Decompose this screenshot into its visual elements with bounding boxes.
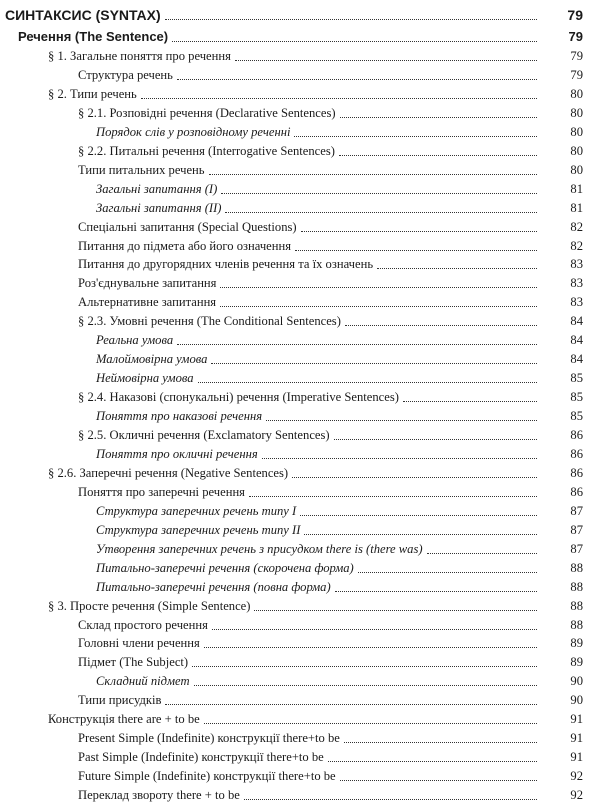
toc-entry-title: Конструкція there are + to be	[48, 712, 200, 727]
toc-entry-page: 87	[570, 541, 583, 556]
toc-leader-dots	[254, 593, 537, 611]
toc-leader-dots	[344, 725, 537, 743]
toc-leader-dots	[340, 763, 537, 781]
toc-entry-page: 81	[570, 200, 583, 215]
toc-leader-dots	[211, 346, 537, 364]
toc-entry-page: 83	[570, 276, 583, 291]
toc-entry-title: Неймовірна умова	[96, 371, 194, 386]
toc-entry-title: Переклад звороту there + to be	[78, 788, 240, 803]
toc-entry-page: 79	[570, 67, 583, 82]
toc-entry-page: 90	[570, 693, 583, 708]
toc-entry-title: Підмет (The Subject)	[78, 655, 189, 670]
toc-entry-title: Альтернативне запитання	[78, 295, 217, 310]
toc-entry-title: Типи питальних речень	[78, 162, 205, 177]
toc-entry-title: § 2.1. Розповідні речення (Declarative Sentences)	[78, 105, 336, 120]
toc-leader-dots	[177, 62, 537, 80]
toc-leader-dots	[165, 2, 537, 20]
toc-leader-dots	[301, 214, 537, 232]
toc-entry-title: Структура заперечних речень типу I	[96, 503, 297, 518]
toc-leader-dots	[177, 327, 537, 345]
toc-entry-page: 88	[570, 579, 583, 594]
toc-leader-dots	[292, 460, 537, 478]
toc-leader-dots	[377, 251, 537, 269]
toc-entry-title: Загальні запитання (II)	[96, 200, 222, 215]
toc-entry-page: 80	[570, 105, 583, 120]
toc-entry-title: Поняття про окличні речення	[96, 446, 258, 461]
toc-entry-title: § 2.6. Заперечні речення (Negative Sentences)	[48, 465, 289, 480]
toc-leader-dots	[194, 668, 537, 686]
toc-leader-dots	[198, 365, 537, 383]
toc-entry-page: 79	[570, 49, 583, 63]
toc-entry-page: 81	[570, 181, 583, 196]
toc-leader-dots	[294, 119, 537, 137]
toc-entry-title: Типи присудків	[78, 693, 162, 708]
toc-entry-page: 80	[570, 143, 583, 158]
toc-entry-title: Спеціальні запитання (Special Questions)	[78, 219, 297, 234]
toc-entry-title: Питання до другорядних членів речення та їх означень	[78, 257, 374, 272]
toc-leader-dots	[192, 649, 537, 667]
toc-leader-dots	[358, 555, 537, 573]
toc-entry-title: Past Simple (Indefinite) конструкції there+to be	[78, 750, 324, 765]
toc-entry-page: 82	[570, 238, 583, 253]
toc-entry-title: Поняття про наказові речення	[96, 409, 263, 424]
toc-leader-dots	[335, 574, 537, 592]
toc-leader-dots	[220, 289, 537, 307]
toc-entry-title: Питально-заперечні речення (скорочена форма)	[96, 560, 354, 575]
toc-entry-title: § 2. Типи речень	[48, 86, 137, 101]
toc-entry-page: 86	[570, 428, 583, 442]
toc-leader-dots	[221, 176, 537, 194]
toc-leader-dots	[209, 157, 537, 175]
toc-entry-page: 90	[570, 674, 583, 689]
toc-entry-page: 89	[570, 636, 583, 651]
toc-entry-page: 83	[570, 257, 583, 272]
toc-entry-page: 85	[570, 409, 583, 424]
toc-leader-dots	[345, 308, 537, 326]
toc-entry-title: Порядок слів у розповідному реченні	[96, 124, 291, 139]
toc-entry-title: Поняття про заперечні речення	[78, 484, 245, 499]
toc-entry-title: Структура заперечних речень типу II	[96, 522, 301, 537]
toc-entry-page: 91	[570, 731, 583, 746]
toc-leader-dots	[165, 687, 537, 705]
toc-entry-page: 80	[570, 162, 583, 177]
toc-leader-dots	[235, 43, 537, 61]
toc-leader-dots	[403, 384, 537, 402]
toc-entry-page: 80	[570, 124, 583, 139]
toc-entry-page: 86	[570, 465, 583, 480]
toc-entry-page: 86	[570, 446, 583, 461]
toc-leader-dots	[212, 612, 537, 630]
toc-entry-title: § 2.5. Окличні речення (Exclamatory Sentences)	[78, 428, 330, 442]
toc-entry-title: § 2.4. Наказові (спонукальні) речення (Imperative Sentences)	[78, 390, 399, 405]
toc-entry-page: 83	[570, 295, 583, 310]
toc-entry-page: 88	[570, 560, 583, 575]
toc-entry-title: Головні члени речення	[78, 636, 200, 651]
toc-entry-page: 86	[570, 484, 583, 499]
toc-entry-page: 88	[570, 617, 583, 632]
toc-entry-title: § 2.2. Питальні речення (Interrogative Sentences)	[78, 143, 335, 158]
toc-entry-title: Структура речень	[78, 67, 173, 82]
toc-entry-title: § 1. Загальне поняття про речення	[48, 49, 231, 63]
toc-entry-page: 80	[570, 86, 583, 101]
toc-leader-dots	[266, 403, 537, 421]
toc-entry-page: 85	[570, 390, 583, 405]
toc-entry-title: Утворення заперечних речень з присудком there is (there was)	[96, 541, 423, 556]
toc-leader-dots	[339, 138, 537, 156]
toc-leader-dots	[334, 422, 537, 440]
toc-entry-page: 91	[570, 750, 583, 765]
toc-entry-page: 84	[570, 333, 583, 348]
toc-entry-page: 87	[570, 503, 583, 518]
toc-entry[interactable]	[0, 6, 600, 24]
toc-leader-dots	[225, 195, 537, 213]
toc-leader-dots	[262, 441, 537, 459]
toc-leader-dots	[249, 479, 537, 497]
toc-leader-dots	[427, 536, 537, 554]
toc-entry-title: Питання до підмета або його означення	[78, 238, 292, 253]
toc-entry-title: Складний підмет	[96, 674, 190, 689]
toc-leader-dots	[204, 630, 537, 648]
toc-leader-dots	[295, 233, 537, 251]
toc-leader-dots	[304, 517, 537, 535]
toc-entry-title: Малоймовірна умова	[96, 352, 208, 367]
toc-entry-title: Роз'єднувальне запитання	[78, 276, 217, 291]
toc-entry-page: 92	[570, 788, 583, 803]
toc-entry-page: 79	[567, 7, 583, 23]
toc-entry-title: § 3. Просте речення (Simple Sentence)	[48, 598, 251, 613]
toc-entry-page: 87	[570, 522, 583, 537]
toc-entry-page: 88	[570, 598, 583, 613]
toc-entry-page: 92	[570, 769, 583, 784]
toc-leader-dots	[244, 782, 537, 800]
toc-leader-dots	[220, 270, 537, 288]
toc-entry-title: Реальна умова	[96, 333, 174, 348]
toc-entry-page: 82	[570, 219, 583, 234]
toc-entry-title: Речення (The Sentence)	[18, 29, 169, 44]
toc-entry-page: 89	[570, 655, 583, 670]
toc-entry-page: 84	[570, 314, 583, 329]
toc-entry-title: СИНТАКСИС (SYNTAX)	[5, 7, 161, 23]
toc-entry-page: 85	[570, 371, 583, 386]
toc-entry-title: Present Simple (Indefinite) конструкції there+to be	[78, 731, 340, 746]
toc-entry-title: Future Simple (Indefinite) конструкції there+to be	[78, 769, 336, 784]
toc-leader-dots	[300, 498, 537, 516]
toc-entry-page: 79	[568, 29, 583, 44]
toc-entry[interactable]	[0, 786, 600, 804]
toc-entry-title: § 2.3. Умовні речення (The Conditional Sentences)	[78, 314, 341, 329]
toc-entry-title: Склад простого речення	[78, 617, 208, 632]
toc-entry-page: 91	[570, 712, 583, 727]
toc-entry-title: Питально-заперечні речення (повна форма)	[96, 579, 331, 594]
toc-entry-title: Загальні запитання (I)	[96, 181, 218, 196]
toc-entry-page: 84	[570, 352, 583, 367]
toc-leader-dots	[328, 744, 537, 762]
toc-leader-dots	[141, 81, 537, 99]
toc-leader-dots	[172, 24, 537, 42]
toc-leader-dots	[340, 100, 537, 118]
toc-leader-dots	[204, 706, 537, 724]
